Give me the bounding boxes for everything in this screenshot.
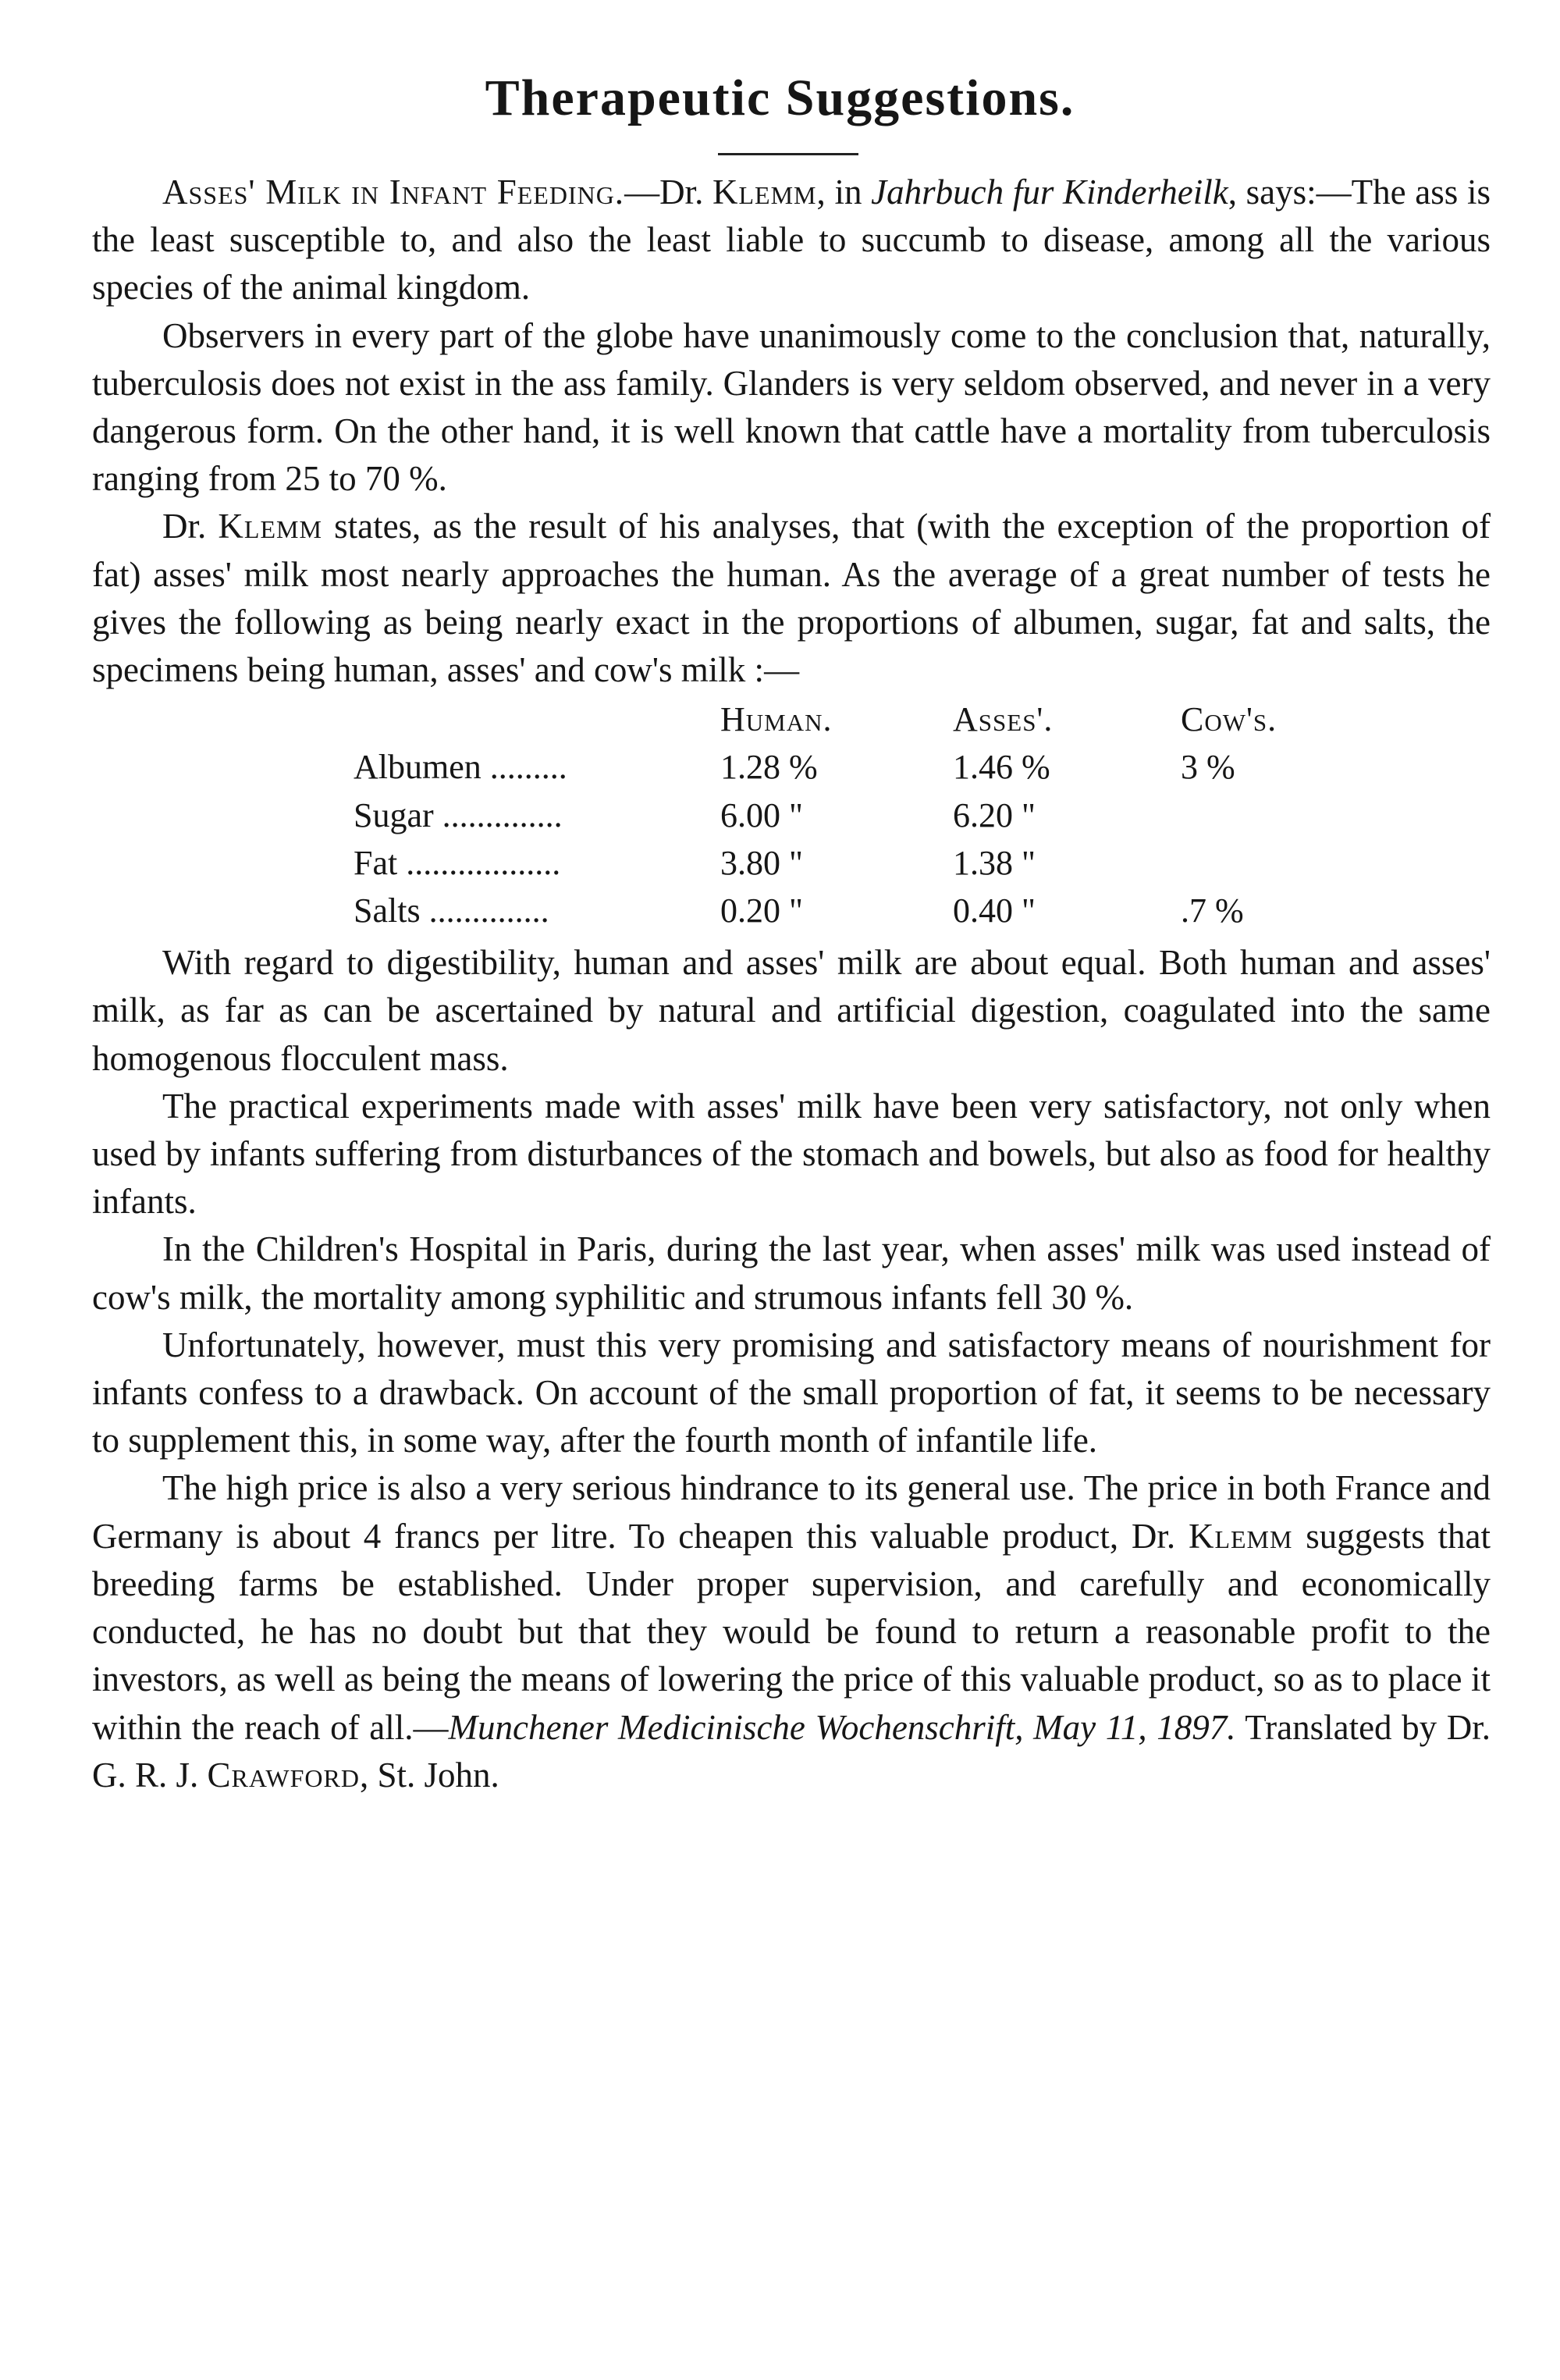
paragraph-experiments: The practical experiments made with asses' milk have been very satisfactory, not only when used by infants suffering from disturbances of the stomach and bowels, but also as food for healthy infants. bbox=[92, 1086, 1491, 1222]
heading-text: The ass is the least susceptible to, and also the least liable to succumb to disease, among all the various species of the animal kingdom. bbox=[92, 173, 1491, 308]
paragraph-digestibility: With regard to digestibility, human and asses' milk are about equal. Both human and asses' milk, as far as can be ascertained by natural and artificial digestion, coagulated into the same homogenous flocculent mass. bbox=[92, 943, 1491, 1078]
para8-text2: suggests that breeding farms be established. Under proper supervision, and carefully and economically conducted, he has no doubt but that they would be found to return a reasonable profit to the investors, as well as being the means of lowering the price of this valuable product, so as to place it within the reach of all.— bbox=[92, 1516, 1491, 1747]
table-row bbox=[92, 839, 1337, 887]
para3-pre: Dr. bbox=[162, 507, 219, 546]
cell-cows: .7 % bbox=[1181, 891, 1244, 930]
author-name: Klemm bbox=[712, 173, 817, 212]
cell-human: 0.20 " bbox=[720, 891, 803, 930]
table-header-blank bbox=[92, 696, 720, 743]
table-row bbox=[92, 887, 1337, 934]
table-header: Cow's. bbox=[1181, 700, 1277, 739]
row-label: Sugar .............. bbox=[354, 795, 563, 834]
paragraph-drawback: Unfortunately, however, must this very promising and satisfactory means of nourishment for infants confess to a drawback. On account of the small proportion of fat, it seems to be necessary to supplement this, in some way, after the fourth month of infantile life. bbox=[92, 1325, 1491, 1460]
cell-asses: 0.40 " bbox=[953, 891, 1036, 930]
translator-name: Crawford bbox=[207, 1755, 360, 1795]
article-body bbox=[92, 169, 1491, 1799]
table-header: Human. bbox=[720, 700, 833, 739]
heading-caps: Asses' Milk in Infant Feeding. bbox=[162, 173, 625, 212]
table-row bbox=[92, 743, 1337, 791]
author-name: Klemm bbox=[218, 507, 322, 546]
paragraph-heading bbox=[92, 169, 1491, 312]
cell-cows: 3 % bbox=[1181, 748, 1235, 787]
cell-asses: 1.38 " bbox=[953, 843, 1036, 882]
row-label: Salts .............. bbox=[354, 891, 549, 930]
paragraph-price bbox=[92, 1464, 1491, 1798]
paragraph-hospital: In the Children's Hospital in Paris, during the last year, when asses' milk was used instead of cow's milk, the mortality among syphilitic and strumous infants fell 30 %. bbox=[92, 1229, 1491, 1317]
paragraph-observers: Observers in every part of the globe have unanimously come to the conclusion that, naturally, tuberculosis does not exist in the ass family. Glanders is very seldom observed, and never in a very dangerous form. On the other hand, it is well known that cattle have a mortality from tuberculosis ranging from 25 to 70 %. bbox=[92, 315, 1491, 499]
cell-human: 1.28 % bbox=[720, 748, 818, 787]
cell-human: 6.00 " bbox=[720, 795, 803, 834]
author-name: Klemm bbox=[1188, 1516, 1293, 1556]
para3-text: states, as the result of his analyses, that (with the exception of the proportion of fat) asses' milk most nearly approaches the human. As the average of a great number of tests he gives the following as being nearly exact in the proportions of albumen, sugar, fat and salts, the specimens being human, asses' and cow's milk :— bbox=[92, 507, 1491, 690]
row-label: Albumen ......... bbox=[354, 748, 567, 787]
cell-cows bbox=[1181, 792, 1337, 839]
paragraph-analyses bbox=[92, 503, 1491, 694]
page-title: Therapeutic Suggestions. bbox=[485, 69, 1075, 126]
table-header-row bbox=[92, 696, 1337, 743]
para8-text1: The high price is also a very serious hindrance to its general use. The price in both France and Germany is about 4 francs per litre. To cheapen this valuable product, Dr. bbox=[92, 1468, 1491, 1556]
row-label: Fat .................. bbox=[354, 843, 561, 882]
para8-text3: Translated by Dr. G. R. J. bbox=[92, 1707, 1491, 1795]
heading-says: , says:— bbox=[1228, 173, 1352, 212]
table-row bbox=[92, 792, 1337, 839]
cell-cows bbox=[1181, 839, 1337, 887]
para8-end: , St. John. bbox=[360, 1755, 499, 1795]
title-rule bbox=[718, 153, 858, 155]
journal-name: Jahrbuch fur Kinderheilk bbox=[871, 173, 1228, 212]
table-header: Asses'. bbox=[953, 700, 1054, 739]
cell-human: 3.80 " bbox=[720, 843, 803, 882]
heading-dash: —Dr. bbox=[624, 173, 713, 212]
milk-composition-table bbox=[92, 696, 1337, 934]
heading-in: , in bbox=[816, 173, 872, 212]
cell-asses: 1.46 % bbox=[953, 748, 1050, 787]
source-citation: Munchener Medicinische Wochenschrift, May 11, 1897. bbox=[448, 1707, 1236, 1747]
cell-asses: 6.20 " bbox=[953, 795, 1036, 834]
